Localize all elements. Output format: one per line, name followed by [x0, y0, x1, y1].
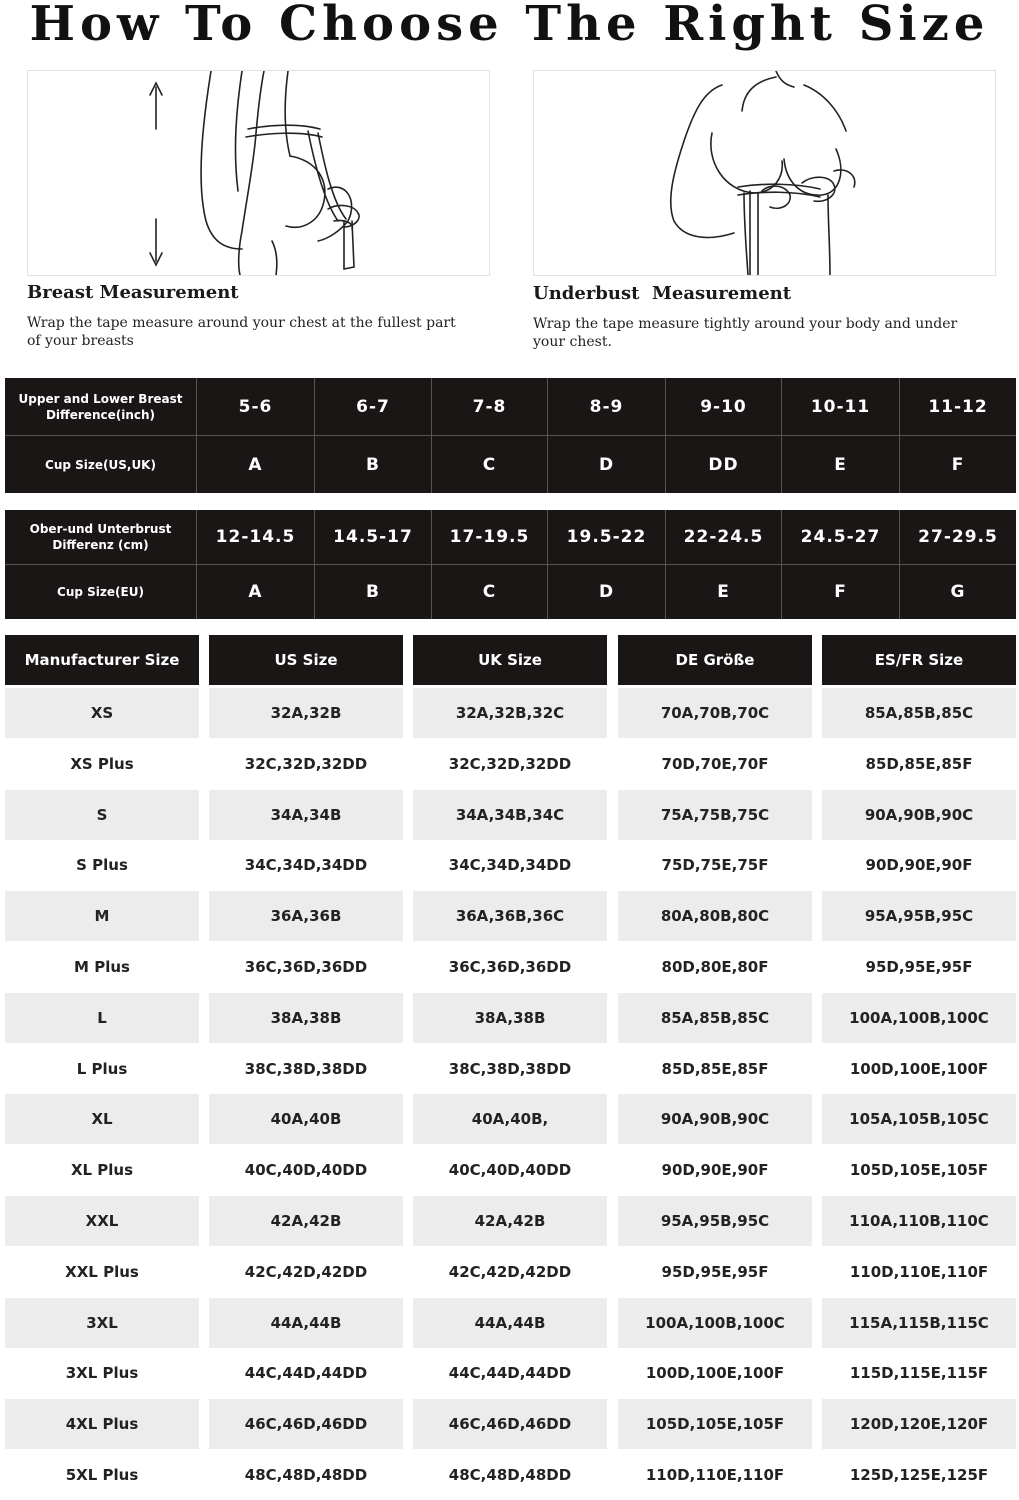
table-row	[5, 739, 1016, 789]
table-cell: 110A,110B,110C	[822, 1196, 1016, 1246]
table-cell: M Plus	[5, 942, 199, 992]
table-row	[5, 1399, 1016, 1449]
table-row	[5, 891, 1016, 941]
table-row	[5, 942, 1016, 992]
table-row	[5, 993, 1016, 1043]
cup-size-value: DD	[708, 454, 739, 475]
column-header: ES/FR Size	[822, 635, 1016, 685]
table-cell: S Plus	[5, 840, 199, 890]
table-cell: 32C,32D,32DD	[209, 739, 403, 789]
table-cell: 48C,48D,48DD	[413, 1450, 607, 1500]
table-cell: 44C,44D,44DD	[209, 1348, 403, 1398]
breast-measurement-description: Wrap the tape measure around your chest at the fullest part of your breasts	[27, 315, 456, 349]
table-cell: 90A,90B,90C	[618, 1094, 812, 1144]
inch-cup-label: Cup Size(US,UK)	[45, 457, 156, 472]
table-cell: 75A,75B,75C	[618, 790, 812, 840]
difference-value: 6-7	[356, 396, 390, 417]
table-cell: 38C,38D,38DD	[413, 1044, 607, 1094]
table-cell: 36A,36B,36C	[413, 891, 607, 941]
table-cell: 90A,90B,90C	[822, 790, 1016, 840]
table-cell: 100A,100B,100C	[618, 1298, 812, 1348]
table-row	[5, 1348, 1016, 1398]
table-cell: 115D,115E,115F	[822, 1348, 1016, 1398]
cup-size-value: E	[717, 582, 730, 602]
table-cell: 42C,42D,42DD	[209, 1247, 403, 1297]
cup-size-value: D	[598, 454, 615, 475]
table-cell: L	[5, 993, 199, 1043]
cup-size-value: D	[598, 582, 615, 602]
difference-value: 10-11	[810, 396, 871, 417]
cup-size-value: C	[482, 582, 497, 602]
table-cell: 32C,32D,32DD	[413, 739, 607, 789]
table-row	[5, 1094, 1016, 1144]
table-cell: 95D,95E,95F	[822, 942, 1016, 992]
table-row	[5, 688, 1016, 738]
table-cell: 100D,100E,100F	[618, 1348, 812, 1398]
table-cell: 3XL	[5, 1298, 199, 1348]
table-cell: 36C,36D,36DD	[209, 942, 403, 992]
cup-size-value: B	[366, 582, 380, 602]
table-cell: 95A,95B,95C	[822, 891, 1016, 941]
table-cell: 36A,36B	[209, 891, 403, 941]
table-cell: 44A,44B	[209, 1298, 403, 1348]
table-cell: 85D,85E,85F	[822, 739, 1016, 789]
table-cell: 32A,32B,32C	[413, 688, 607, 738]
table-cell: 110D,110E,110F	[618, 1450, 812, 1500]
underbust-measurement-title: Underbust Measurement	[533, 283, 792, 304]
difference-value: 27-29.5	[918, 527, 998, 547]
table-cell: S	[5, 790, 199, 840]
cup-size-value: C	[482, 454, 497, 475]
breast-measurement-title: Breast Measurement	[27, 282, 239, 303]
table-cell: 42A,42B	[209, 1196, 403, 1246]
table-cell: 115A,115B,115C	[822, 1298, 1016, 1348]
table-cell: 38C,38D,38DD	[209, 1044, 403, 1094]
table-cell: 70A,70B,70C	[618, 688, 812, 738]
table-cell: XXL Plus	[5, 1247, 199, 1297]
table-cell: 32A,32B	[209, 688, 403, 738]
table-cell: 42C,42D,42DD	[413, 1247, 607, 1297]
table-cell: 48C,48D,48DD	[209, 1450, 403, 1500]
table-row	[5, 1145, 1016, 1195]
table-cell: 36C,36D,36DD	[413, 942, 607, 992]
table-cell: 38A,38B	[209, 993, 403, 1043]
cup-size-value: A	[248, 454, 263, 475]
table-cell: 40A,40B,	[413, 1094, 607, 1144]
table-cell: 95A,95B,95C	[618, 1196, 812, 1246]
table-row	[5, 1247, 1016, 1297]
table-cell: L Plus	[5, 1044, 199, 1094]
table-cell: 100A,100B,100C	[822, 993, 1016, 1043]
column-header: US Size	[209, 635, 403, 685]
table-cell: 70D,70E,70F	[618, 739, 812, 789]
difference-value: 19.5-22	[566, 527, 647, 547]
breast-measurement-illustration	[27, 70, 490, 276]
table-cell: 44A,44B	[413, 1298, 607, 1348]
table-cell: 34C,34D,34DD	[413, 840, 607, 890]
cup-size-value: F	[834, 582, 847, 602]
table-cell: 85D,85E,85F	[618, 1044, 812, 1094]
difference-value: 12-14.5	[215, 527, 296, 547]
difference-value: 8-9	[589, 396, 624, 417]
table-cell: 125D,125E,125F	[822, 1450, 1016, 1500]
table-cell: 4XL Plus	[5, 1399, 199, 1449]
difference-value: 17-19.5	[449, 527, 530, 547]
difference-value: 22-24.5	[683, 527, 764, 547]
underbust-measurement-illustration	[533, 70, 996, 276]
table-cell: XXL	[5, 1196, 199, 1246]
difference-value: 14.5-17	[333, 527, 413, 547]
table-cell: 85A,85B,85C	[822, 688, 1016, 738]
table-cell: 40C,40D,40DD	[413, 1145, 607, 1195]
table-cell: 105D,105E,105F	[618, 1399, 812, 1449]
table-row	[5, 840, 1016, 890]
column-header: Manufacturer Size	[5, 635, 199, 685]
column-header: DE Größe	[618, 635, 812, 685]
cup-size-value: E	[834, 454, 847, 475]
table-cell: 40C,40D,40DD	[209, 1145, 403, 1195]
table-cell: 40A,40B	[209, 1094, 403, 1144]
table-cell: 95D,95E,95F	[618, 1247, 812, 1297]
table-cell: 5XL Plus	[5, 1450, 199, 1500]
table-cell: 3XL Plus	[5, 1348, 199, 1398]
table-row	[5, 1298, 1016, 1348]
table-cell: 46C,46D,46DD	[209, 1399, 403, 1449]
inch-difference-table	[5, 378, 1016, 493]
table-row	[5, 1044, 1016, 1094]
table-row	[5, 1196, 1016, 1246]
table-cell: 80D,80E,80F	[618, 942, 812, 992]
inch-difference-label: Upper and Lower Breast Difference(inch)	[18, 391, 183, 422]
table-cell: 80A,80B,80C	[618, 891, 812, 941]
difference-value: 5-6	[238, 396, 273, 417]
difference-value: 11-12	[928, 396, 988, 417]
table-cell: 46C,46D,46DD	[413, 1399, 607, 1449]
table-cell: XL	[5, 1094, 199, 1144]
table-cell: 85A,85B,85C	[618, 993, 812, 1043]
difference-value: 7-8	[472, 396, 507, 417]
table-cell: 90D,90E,90F	[822, 840, 1016, 890]
table-cell: 44C,44D,44DD	[413, 1348, 607, 1398]
difference-value: 24.5-27	[800, 527, 881, 547]
table-cell: M	[5, 891, 199, 941]
table-cell: 105A,105B,105C	[822, 1094, 1016, 1144]
cup-size-value: B	[366, 454, 380, 475]
table-cell: XS	[5, 688, 199, 738]
table-cell: 34C,34D,34DD	[209, 840, 403, 890]
cm-difference-label: Ober-und Unterbrust Differenz (cm)	[29, 522, 172, 552]
table-cell: 100D,100E,100F	[822, 1044, 1016, 1094]
table-cell: 34A,34B,34C	[413, 790, 607, 840]
cm-difference-table	[5, 510, 1016, 619]
table-cell: 38A,38B	[413, 993, 607, 1043]
underbust-measurement-description: Wrap the tape measure tightly around your body and under your chest.	[533, 316, 958, 350]
cm-cup-label: Cup Size(EU)	[57, 585, 144, 599]
difference-value: 9-10	[700, 396, 747, 417]
page-title: How To Choose The Right Size	[29, 0, 990, 52]
table-row	[5, 790, 1016, 840]
cup-size-value: F	[951, 454, 965, 475]
table-row	[5, 1450, 1016, 1500]
table-cell: 34A,34B	[209, 790, 403, 840]
table-cell: XS Plus	[5, 739, 199, 789]
table-cell: 120D,120E,120F	[822, 1399, 1016, 1449]
table-cell: XL Plus	[5, 1145, 199, 1195]
column-header: UK Size	[413, 635, 607, 685]
table-cell: 90D,90E,90F	[618, 1145, 812, 1195]
cup-size-value: A	[248, 582, 263, 602]
table-cell: 105D,105E,105F	[822, 1145, 1016, 1195]
table-cell: 75D,75E,75F	[618, 840, 812, 890]
table-cell: 42A,42B	[413, 1196, 607, 1246]
table-cell: 110D,110E,110F	[822, 1247, 1016, 1297]
cup-size-value: G	[950, 582, 966, 602]
